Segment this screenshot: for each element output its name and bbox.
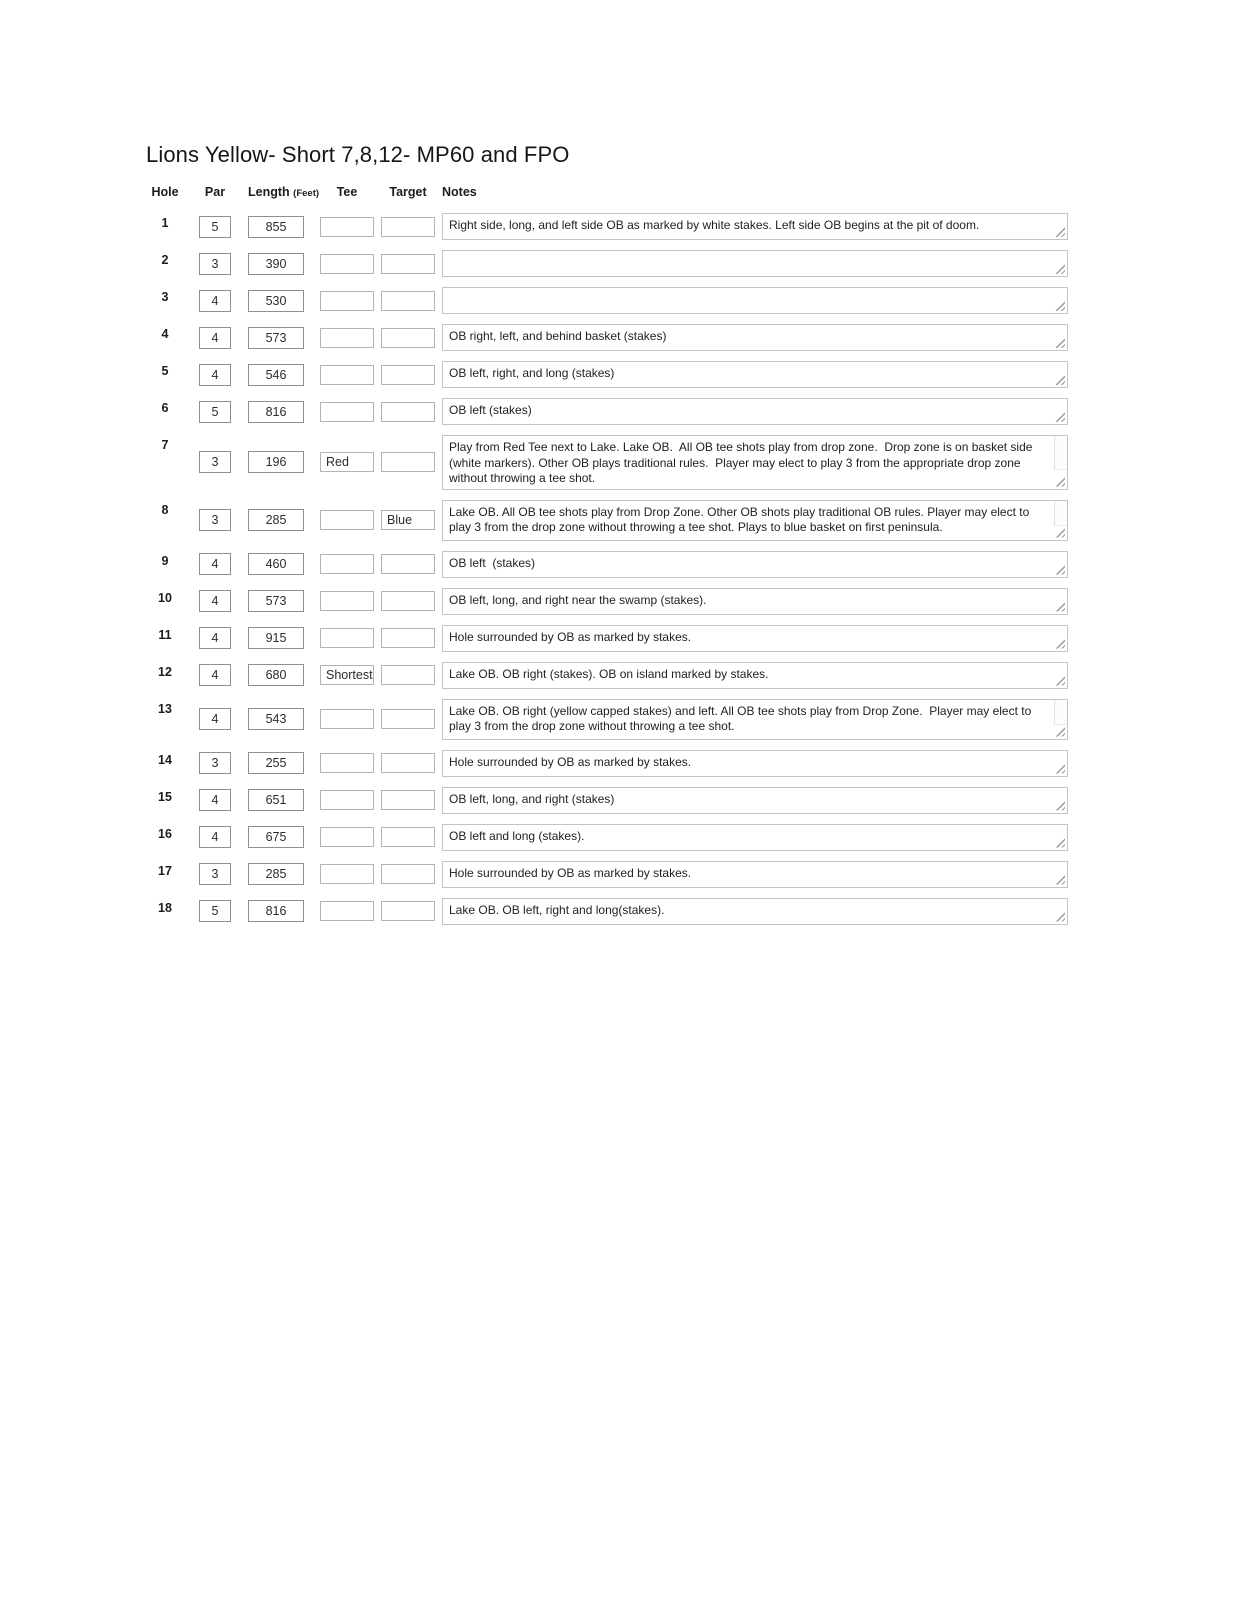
tee-input[interactable] — [320, 790, 374, 810]
target-input[interactable] — [381, 709, 435, 729]
table-header-row — [146, 185, 1068, 199]
par-input[interactable] — [199, 826, 231, 848]
header-tee: Tee — [336, 185, 358, 199]
length-input[interactable] — [248, 590, 304, 612]
target-input[interactable] — [381, 402, 435, 422]
notes-textarea[interactable] — [442, 250, 1068, 277]
tee-input[interactable] — [320, 254, 374, 274]
par-input[interactable] — [199, 290, 231, 312]
length-input[interactable] — [248, 290, 304, 312]
tee-input[interactable] — [320, 709, 374, 729]
table-row — [146, 625, 1068, 652]
notes-text: Lake OB. OB right (stakes). OB on island marked by stakes. — [449, 666, 769, 681]
tee-input[interactable] — [320, 510, 374, 530]
length-input[interactable] — [248, 863, 304, 885]
table-row — [146, 750, 1068, 777]
hole-number: 9 — [161, 553, 169, 568]
target-input[interactable] — [381, 790, 435, 810]
notes-text: OB left, long, and right (stakes) — [449, 791, 615, 806]
notes-text: Play from Red Tee next to Lake. Lake OB. All OB tee shots play from drop zone. Drop zone is on basket side (white markers). Other OB plays traditional rules. Player may elect to play 3 from the appropriate drop zone without throwing a tee shot. — [449, 440, 1036, 485]
header-length-unit: (Feet) — [293, 188, 320, 199]
table-row — [146, 861, 1068, 888]
length-input[interactable] — [248, 364, 304, 386]
target-input[interactable] — [381, 452, 435, 472]
target-input[interactable] — [381, 591, 435, 611]
notes-text: Hole surrounded by OB as marked by stakes. — [449, 865, 692, 880]
par-input[interactable] — [199, 553, 231, 575]
tee-input[interactable] — [320, 591, 374, 611]
header-length — [248, 185, 320, 199]
table-row — [146, 898, 1068, 925]
notes-text: OB left and long (stakes). — [449, 828, 585, 843]
notes-textarea[interactable] — [442, 699, 1068, 740]
header-target: Target — [389, 185, 427, 199]
par-input[interactable] — [199, 752, 231, 774]
table-row — [146, 213, 1068, 240]
hole-number: 8 — [161, 502, 169, 517]
hole-number: 12 — [158, 664, 172, 679]
table-row — [146, 287, 1068, 314]
tee-input[interactable] — [320, 365, 374, 385]
target-input[interactable] — [381, 328, 435, 348]
par-input[interactable] — [199, 664, 231, 686]
length-input[interactable] — [248, 708, 304, 730]
tee-input[interactable] — [320, 753, 374, 773]
tee-input[interactable] — [320, 665, 374, 685]
target-input[interactable] — [381, 554, 435, 574]
par-input[interactable] — [199, 590, 231, 612]
table-row — [146, 250, 1068, 277]
par-input[interactable] — [199, 863, 231, 885]
notes-text: Lake OB. OB right (yellow capped stakes) and left. All OB tee shots play from Drop Zone. Player may elect to play 3 from the drop zone without throwing a tee shot. — [449, 703, 1035, 733]
notes-textarea[interactable] — [442, 287, 1068, 314]
table-row — [146, 551, 1068, 578]
tee-input[interactable] — [320, 901, 374, 921]
notes-textarea[interactable] — [442, 588, 1068, 615]
target-input[interactable] — [381, 628, 435, 648]
hole-number: 15 — [158, 789, 172, 804]
notes-textarea[interactable] — [442, 361, 1068, 388]
notes-textarea[interactable] — [442, 861, 1068, 888]
notes-text: OB left (stakes) — [449, 403, 532, 417]
target-input[interactable] — [381, 901, 435, 921]
length-input[interactable] — [248, 451, 304, 473]
header-length-label: Length — [248, 185, 290, 199]
tee-input[interactable] — [320, 328, 374, 348]
tee-input[interactable] — [320, 827, 374, 847]
notes-textarea[interactable] — [442, 500, 1068, 541]
length-input[interactable] — [248, 789, 304, 811]
target-input[interactable] — [381, 217, 435, 237]
par-input[interactable] — [199, 364, 231, 386]
header-notes: Notes — [442, 185, 477, 199]
length-input[interactable] — [248, 826, 304, 848]
hole-number: 17 — [158, 863, 172, 878]
notes-text: OB right, left, and behind basket (stakes) — [449, 329, 667, 343]
par-input[interactable] — [199, 253, 231, 275]
par-input[interactable] — [199, 627, 231, 649]
target-input[interactable] — [381, 510, 435, 530]
table-row — [146, 662, 1068, 689]
notes-textarea[interactable] — [442, 213, 1068, 240]
target-input[interactable] — [381, 254, 435, 274]
par-input[interactable] — [199, 451, 231, 473]
notes-scrollbar[interactable] — [1054, 501, 1067, 526]
table-row — [146, 398, 1068, 425]
notes-textarea[interactable] — [442, 398, 1068, 425]
tee-input[interactable] — [320, 554, 374, 574]
hole-number: 2 — [161, 253, 169, 267]
tee-input[interactable] — [320, 217, 374, 237]
notes-scrollbar[interactable] — [1054, 700, 1067, 725]
table-row — [146, 699, 1068, 740]
length-input[interactable] — [248, 509, 304, 531]
tee-input[interactable] — [320, 452, 374, 472]
notes-text: Lake OB. All OB tee shots play from Drop Zone. Other OB shots play traditional OB rules. Player may elect to play 3 from the drop zone without throwing a tee shot. Plays to blue basket on first peninsula. — [449, 504, 1033, 534]
table-row — [146, 324, 1068, 351]
hole-number: 13 — [158, 701, 172, 716]
target-input[interactable] — [381, 665, 435, 685]
hole-number: 11 — [158, 627, 172, 642]
length-input[interactable] — [248, 216, 304, 238]
hole-number: 4 — [161, 327, 169, 341]
notes-textarea[interactable] — [442, 435, 1068, 490]
length-input[interactable] — [248, 253, 304, 275]
rows — [146, 213, 1068, 925]
hole-number: 18 — [158, 900, 172, 915]
tee-input[interactable] — [320, 291, 374, 311]
notes-text: OB left (stakes) — [449, 555, 536, 570]
course-sheet — [146, 142, 1068, 935]
target-input[interactable] — [381, 365, 435, 385]
hole-number: 3 — [161, 290, 169, 304]
par-input[interactable] — [199, 327, 231, 349]
notes-text: Hole surrounded by OB as marked by stakes. — [449, 754, 692, 769]
notes-textarea[interactable] — [442, 324, 1068, 351]
hole-number: 6 — [161, 401, 169, 415]
tee-input[interactable] — [320, 864, 374, 884]
notes-textarea[interactable] — [442, 824, 1068, 851]
target-input[interactable] — [381, 827, 435, 847]
notes-textarea[interactable] — [442, 662, 1068, 689]
table-row — [146, 824, 1068, 851]
par-input[interactable] — [199, 789, 231, 811]
table-row — [146, 588, 1068, 615]
hole-number: 1 — [161, 216, 169, 230]
length-input[interactable] — [248, 664, 304, 686]
length-input[interactable] — [248, 553, 304, 575]
hole-number: 7 — [161, 438, 169, 452]
tee-input[interactable] — [320, 628, 374, 648]
table-row — [146, 435, 1068, 490]
length-input[interactable] — [248, 627, 304, 649]
table-row — [146, 500, 1068, 541]
tee-input[interactable] — [320, 402, 374, 422]
notes-textarea[interactable] — [442, 787, 1068, 814]
table-row — [146, 361, 1068, 388]
par-input[interactable] — [199, 900, 231, 922]
par-input[interactable] — [199, 216, 231, 238]
page-title: Lions Yellow- Short 7,8,12- MP60 and FPO — [146, 142, 570, 167]
par-input[interactable] — [199, 509, 231, 531]
hole-number: 14 — [158, 752, 172, 767]
notes-text: Lake OB. OB left, right and long(stakes). — [449, 902, 665, 917]
notes-text — [443, 251, 1067, 257]
par-input[interactable] — [199, 401, 231, 423]
header-hole: Hole — [151, 185, 179, 199]
hole-number: 16 — [158, 826, 172, 841]
target-input[interactable] — [381, 753, 435, 773]
header-par: Par — [204, 185, 226, 199]
notes-textarea[interactable] — [442, 551, 1068, 578]
length-input[interactable] — [248, 401, 304, 423]
length-input[interactable] — [248, 900, 304, 922]
hole-number: 5 — [161, 364, 169, 378]
length-input[interactable] — [248, 327, 304, 349]
hole-number: 10 — [158, 590, 172, 605]
table-row — [146, 787, 1068, 814]
notes-text — [443, 288, 1067, 294]
notes-textarea[interactable] — [442, 898, 1068, 925]
target-input[interactable] — [381, 864, 435, 884]
notes-text: OB left, long, and right near the swamp (stakes). — [449, 592, 707, 607]
resize-grip-icon[interactable] — [1053, 299, 1065, 311]
notes-textarea[interactable] — [442, 625, 1068, 652]
notes-text: Hole surrounded by OB as marked by stakes. — [449, 629, 692, 644]
notes-text: Right side, long, and left side OB as marked by white stakes. Left side OB begins at the pit of doom. — [449, 218, 980, 232]
target-input[interactable] — [381, 291, 435, 311]
notes-text: OB left, right, and long (stakes) — [449, 366, 615, 380]
notes-scrollbar[interactable] — [1054, 436, 1067, 470]
notes-textarea[interactable] — [442, 750, 1068, 777]
par-input[interactable] — [199, 708, 231, 730]
resize-grip-icon[interactable] — [1053, 262, 1065, 274]
length-input[interactable] — [248, 752, 304, 774]
